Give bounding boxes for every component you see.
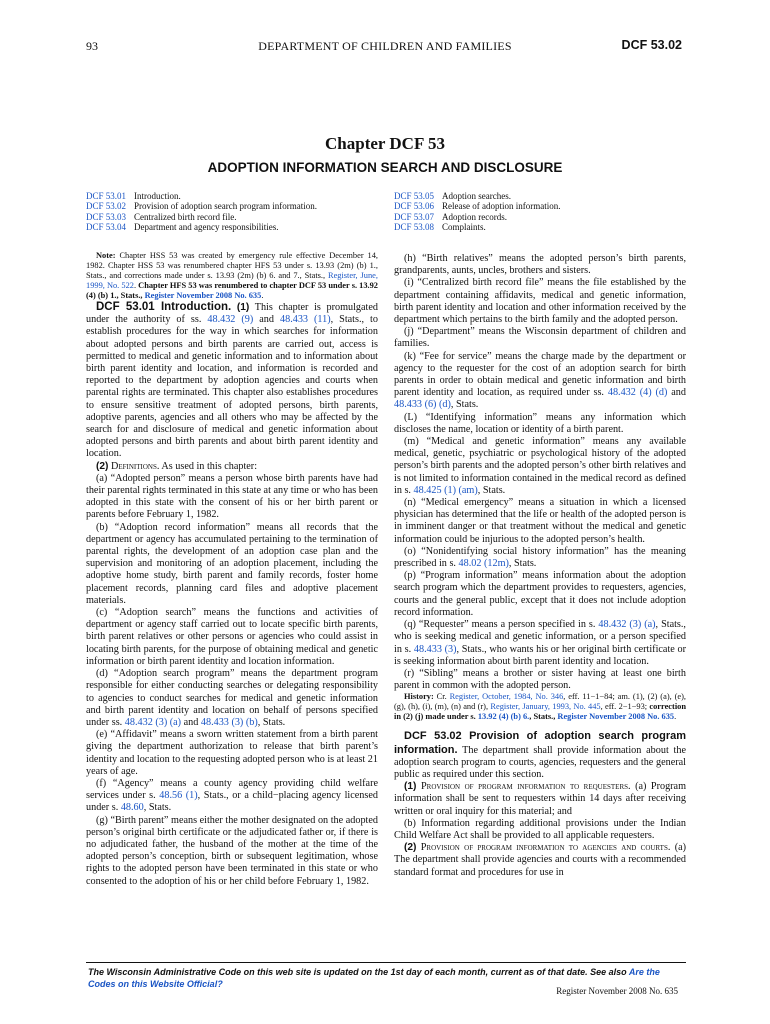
- left-column: [86, 251, 378, 888]
- toc-title: Introduction.: [134, 191, 181, 201]
- page-number: 93: [86, 39, 98, 53]
- definition-o: [394, 546, 686, 570]
- body-text: The department shall provide information about the adoption search program to courts, agencies, requesters and the general public as required under this section.: [394, 744, 686, 780]
- body-text: , Stats., or a child−placing agency licensed under s.: [86, 790, 378, 814]
- toc-number[interactable]: DCF 53.01: [86, 191, 127, 201]
- definition-c: (c) “Adoption search” means the functions and activities of department or agency staff carried out to locate specific birth parents, birth parent relatives or other persons or agencies who could assist in locating birth parents, for the purpose of obtaining medical and genetic information or birth parent identity and location information.: [86, 607, 378, 667]
- note-text-bold: Chapter HFS 53 was renumbered to chapter DCF 53 under s. 13.92 (4) (b) 1., Stats.,: [86, 281, 378, 300]
- toc-entry[interactable]: [394, 222, 560, 232]
- body-text: This chapter is promulgated under the authority of ss.: [86, 302, 378, 326]
- definition-j: (j) “Department” means the Wisconsin department of children and families.: [394, 326, 686, 350]
- definition-a: (a) “Adopted person” means a person whose birth parents have had their parental rights terminated in this state at any time or who has been adopted in this state with the consent of his or her birth parent or parents before February 1, 1982.: [86, 472, 378, 521]
- toc-title: Provision of adoption search program information.: [134, 201, 317, 212]
- statute-link[interactable]: 48.432 (3) (a): [598, 619, 656, 631]
- body-text-bold: correction in (2) (j) made under s.: [394, 702, 686, 722]
- section-code-header: DCF 53.02: [621, 38, 682, 52]
- body-text: , Stats.: [143, 802, 172, 814]
- body-text: , Stats., who wants his or her original birth certificate or is seeking information about birth parent identity and location.: [394, 643, 687, 667]
- body-text: and: [667, 387, 686, 399]
- toc-number[interactable]: DCF 53.05: [394, 191, 435, 201]
- toc-entry[interactable]: [86, 201, 317, 211]
- note-text: Chapter HSS 53 was created by emergency rule effective December 14, 1982. Chapter HSS 53 was renumbered chapter HFS 53 under s. 13.93 (2m) (b) 1., Stats., and corrections made under s. 13.93 (2m) (b) 6. and 7., Stats.,: [86, 251, 378, 280]
- note-text: .: [133, 281, 139, 290]
- toc-number[interactable]: DCF 53.08: [394, 221, 435, 232]
- register-link[interactable]: Register November 2008 No. 635: [557, 712, 675, 722]
- body-text: , Stats., who is seeking medical and genetic information, or a person specified in s.: [394, 619, 686, 655]
- section-5302-b: (b) Information regarding additional provisions under the Indian Child Welfare Act shall be provided to all applicable requesters.: [394, 817, 686, 841]
- definitions-intro: [86, 461, 378, 473]
- chapter-subtitle: ADOPTION INFORMATION SEARCH AND DISCLOSURE: [207, 160, 563, 175]
- note-text: .: [261, 291, 264, 300]
- statute-link[interactable]: 48.432 (9): [207, 314, 254, 326]
- subsection-number: (1): [404, 781, 417, 793]
- statute-link[interactable]: 48.425 (1) (am): [413, 484, 478, 496]
- body-text: , eff. 2−1−93;: [600, 702, 650, 712]
- statute-link[interactable]: 48.433 (3) (b): [200, 716, 258, 728]
- body-text: (a) The department shall provide agencies and courts with a recommended standard format and procedures for use in: [394, 842, 687, 878]
- body-text: , Stats.: [477, 484, 506, 496]
- register-link[interactable]: Register, October, 1984, No. 346: [449, 692, 564, 702]
- toc-title: Department and agency responsibilities.: [134, 221, 279, 232]
- definition-p: (p) “Program information” means information about the adoption search program which the department provides to requesters, agencies, courts and the general public, except that it does not include adoption record information.: [394, 570, 686, 618]
- statute-link[interactable]: 48.433 (11): [280, 314, 331, 326]
- body-text: (o) “Nonidentifying social history information” has the meaning prescribed in s.: [394, 545, 686, 570]
- subsection-number: (1): [236, 302, 250, 313]
- note-label: Note:: [96, 251, 116, 260]
- department-header: DEPARTMENT OF CHILDREN AND FAMILIES: [258, 39, 512, 53]
- toc-right: [394, 191, 560, 232]
- statute-link[interactable]: 48.433 (6) (d): [394, 399, 451, 411]
- body-text: and: [181, 716, 201, 728]
- history-note: [394, 692, 686, 722]
- body-text: and: [253, 314, 280, 326]
- toc-entry[interactable]: [394, 212, 560, 222]
- section-5301-intro: [86, 301, 378, 461]
- definition-l: (L) “Identifying information” means any information which discloses the name, location or identity of a birth parent.: [394, 411, 686, 435]
- section-5302-intro: [394, 730, 686, 781]
- statute-link[interactable]: 48.432 (4) (d): [607, 387, 668, 399]
- definition-k: [394, 351, 686, 412]
- toc-title: Adoption records.: [442, 211, 507, 222]
- definition-f: [86, 778, 378, 815]
- statute-link[interactable]: 48.433 (3): [413, 643, 457, 655]
- body-text: (a) Program information shall be sent to requesters within 14 days after receiving written or oral inquiry for this material; and: [394, 781, 687, 817]
- toc-title: Centralized birth record file.: [134, 211, 237, 222]
- section-heading: DCF 53.02 Provision of adoption search program information.: [394, 730, 686, 756]
- definition-q: [394, 619, 686, 668]
- official-codes-link[interactable]: Are the Codes on this Website Official?: [88, 967, 660, 989]
- body-text: (f) “Agency” means a county agency providing child welfare services under s.: [86, 777, 378, 802]
- definition-g: (g) “Birth parent” means either the mother designated on the adopted person’s original birth certificate or the adjudicated father or, if there is no adjudicated father, the husband of the mother at the time of the adopted person’s conception, birth or subsequent legitimation, whose rights to the adopted person have been terminated in this state or who consented to the adoption of his or her child before February 1, 1982.: [86, 814, 378, 887]
- toc-number[interactable]: DCF 53.03: [86, 211, 127, 222]
- register-link[interactable]: Register, January, 1993, No. 445: [490, 702, 601, 712]
- body-text: .: [674, 712, 677, 722]
- statute-link[interactable]: 48.56 (1): [159, 790, 198, 802]
- subsection-number: (2): [96, 460, 109, 472]
- body-text: , Stats.: [508, 558, 537, 570]
- definition-b: (b) “Adoption record information” means all records that the department or agency has accumulated pertaining to the termination of parental rights, the development of an adoption case plan and the supervision and monitoring of an adoption placement, including the adoptive home study, birth parent and family records, foster home placement records, planning card files and adoptive placement materials.: [86, 521, 378, 606]
- statute-link[interactable]: 13.92 (4) (b) 6.: [477, 712, 530, 722]
- toc-number[interactable]: DCF 53.02: [86, 201, 127, 212]
- definition-i: (i) “Centralized birth record file” means the file established by the department containing affidavits, medical and genetic information, birth parent identity and location and other information received by the department which pertains to the birth family and the adopted person.: [394, 277, 686, 326]
- section-heading: DCF 53.01 Introduction.: [96, 301, 232, 313]
- history-label: History:: [404, 692, 434, 702]
- body-text: (d) “Adoption search program” means the department program responsible for either conducting searches or delegating responsibility to agencies to conduct searches for medical and genetic information and birth parent identity and location on behalf of persons specified under ss.: [86, 668, 378, 728]
- subsection-title: Definitions.: [111, 460, 160, 472]
- definition-e: (e) “Affidavit” means a sworn written statement from a birth parent giving the department authorization to release that birth parent’s identity and location to the requesting adopted person who is at least 21 years of age.: [86, 729, 378, 777]
- body-text-bold: , Stats.,: [529, 712, 558, 722]
- toc-title: Release of adoption information.: [442, 201, 561, 212]
- register-link[interactable]: Register November 2008 No. 635: [144, 291, 262, 300]
- footer-register: Register November 2008 No. 635: [556, 986, 678, 996]
- toc-entry[interactable]: [86, 222, 317, 232]
- body-text: (k) “Fee for service” means the charge made by the department or agency to the requester for the cost of an adoption search for birth parents in order to obtain medical and genetic information and birth parent identity and location, as required under ss.: [394, 350, 686, 399]
- statute-link[interactable]: 48.60: [120, 802, 144, 814]
- toc-entry[interactable]: [86, 191, 317, 201]
- body-text: , Stats.: [450, 399, 479, 411]
- register-link[interactable]: Register, June, 1999, No. 522: [86, 271, 378, 290]
- definition-h: (h) “Birth relatives” means the adopted person’s birth parents, grandparents, aunts, uncles, brothers and sisters.: [394, 253, 686, 277]
- chapter-note: [86, 251, 378, 301]
- section-5302-sub1: [394, 781, 686, 818]
- body-text: , Stats., to establish procedures for the way in which searches for information about adopted persons and birth parents are carried out, access is permitted to medical and genetic information and to information about birth parent identity and location, and information is recorded and reported to the department by adoption agencies and courts when parental rights are terminated. This chapter also establishes procedures to ensure sensitive treatment of adopted persons, birth parents, adoptive parents, agencies and all others who may be affected by the search for and disclosure of medical and genetic information about adopted persons and birth parents and about birth parent identity and location.: [86, 314, 378, 460]
- body-text: , Stats.: [257, 716, 286, 728]
- subsection-number: (2): [404, 842, 417, 854]
- section-5302-sub2: [394, 842, 686, 879]
- body-text: , eff. 11−1−84; am. (1), (2) (a), (e), (g), (h), (i), (m), (n) and (r),: [394, 692, 686, 712]
- toc-entry[interactable]: [394, 191, 560, 201]
- statute-link[interactable]: 48.02 (12m): [458, 558, 509, 570]
- statute-link[interactable]: 48.432 (3) (a): [124, 716, 182, 728]
- body-text: Cr.: [433, 692, 450, 702]
- body-text: (q) “Requester” means a person specified in s.: [404, 619, 599, 631]
- toc-title: Complaints.: [442, 221, 486, 232]
- toc-title: Adoption searches.: [442, 191, 511, 201]
- definition-m: [394, 436, 686, 497]
- toc-entry[interactable]: [86, 212, 317, 222]
- definition-d: [86, 668, 378, 729]
- toc-number[interactable]: DCF 53.04: [86, 221, 127, 232]
- definition-n: (n) “Medical emergency” means a situation in which a licensed physician has determined that the life or health of the adopted person is in imminent danger or that treatment without the medical and genetic information could be injurious to the adopted person’s health.: [394, 497, 686, 545]
- toc-number[interactable]: DCF 53.06: [394, 201, 435, 212]
- subsection-title: Provision of program information to requesters.: [420, 781, 631, 793]
- footer-text: The Wisconsin Administrative Code on this web site is updated on the 1st day of each month, current as of that date. See also: [88, 967, 629, 977]
- toc-entry[interactable]: [394, 201, 560, 211]
- right-column: [394, 253, 686, 879]
- toc-number[interactable]: DCF 53.07: [394, 211, 435, 222]
- body-text: (m) “Medical and genetic information” means any available medical, genetic, psychiatric or psychological history of the adopted person’s birth parents and the adopted person’s other birth relatives and is not limited to information contained in the medical record as defined in s.: [394, 436, 686, 496]
- subsection-title: Provision of program information to agencies and courts.: [420, 842, 671, 854]
- toc-left: [86, 191, 317, 232]
- definition-r: (r) “Sibling” means a brother or sister having at least one birth parent in common with the adopted person.: [394, 667, 686, 692]
- body-text: As used in this chapter:: [159, 460, 258, 472]
- footer-divider: [86, 962, 686, 963]
- chapter-title: Chapter DCF 53: [325, 134, 445, 153]
